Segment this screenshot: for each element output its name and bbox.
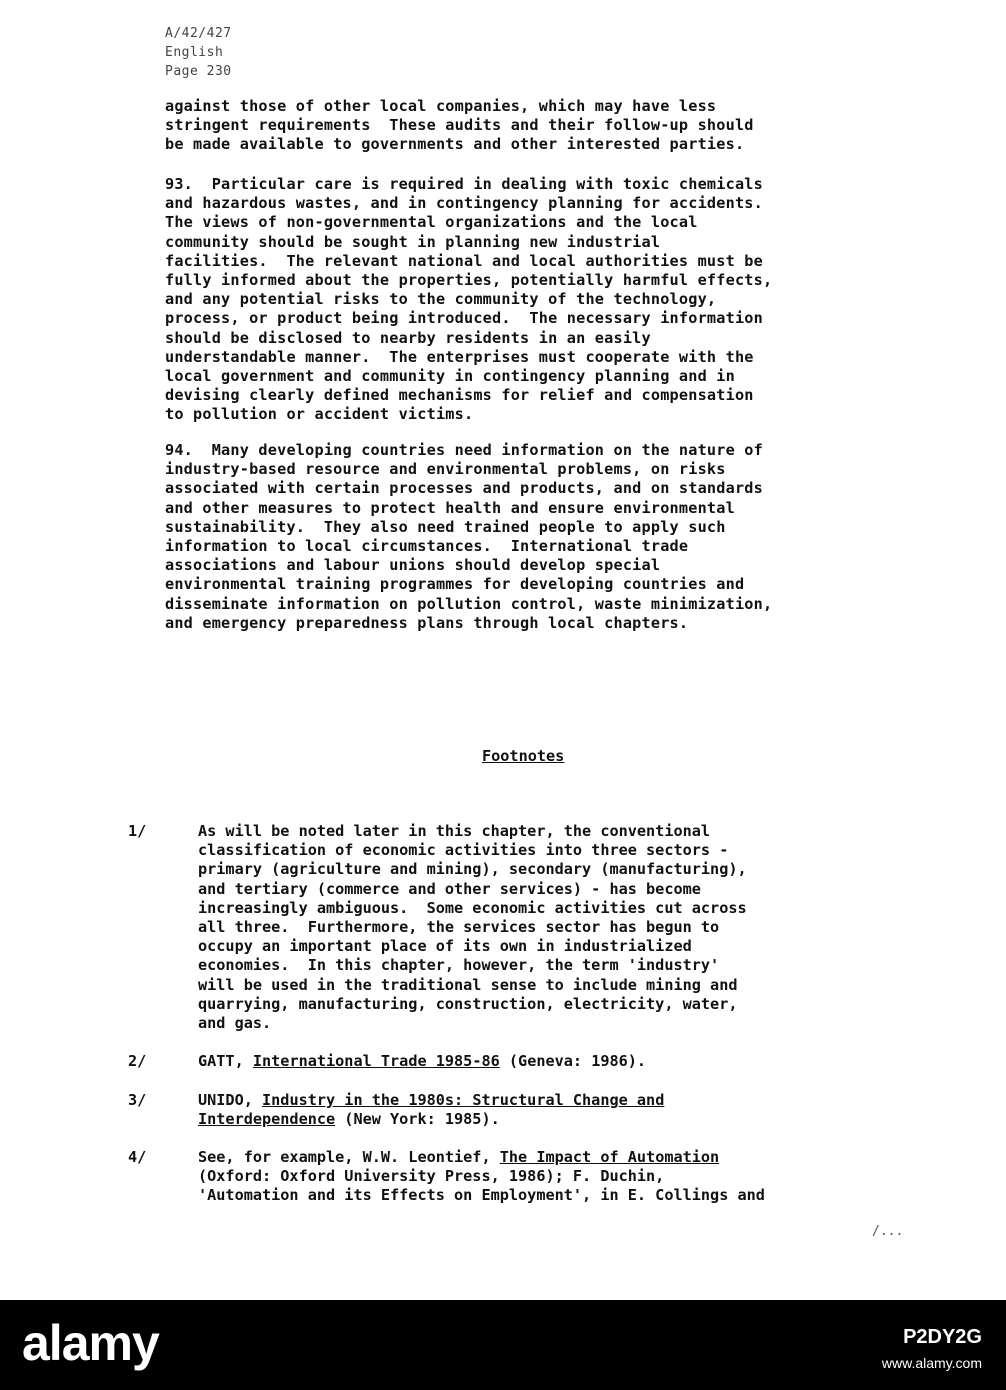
watermark-url: www.alamy.com — [881, 1355, 982, 1371]
image-id: P2DY2G — [903, 1326, 982, 1348]
footnote-prefix: GATT, — [198, 1052, 253, 1070]
footnote-text — [198, 1148, 765, 1206]
footnote-number: 3/ — [128, 1091, 147, 1109]
paragraph-94: 94. Many developing countries need information on the nature of industry-based resource and environmental problems, on risks associated with certain processes and products, and on standards and other measures to protect health and ensure environmental sustainability. They also need trained people to apply such information to local circumstances. International trade associations and labour unions should develop special environmental training programmes for developing countries and disseminate information on pollution control, waste minimization, and emergency preparedness plans through local chapters. — [165, 441, 773, 632]
footnote-cited-title-cont: Interdependence — [198, 1110, 336, 1129]
footnote-text — [198, 1052, 646, 1071]
paragraph-continued: against those of other local companies, which may have less stringent requirements These audits and their follow-up should be made available to governments and other interested parties. — [165, 97, 754, 154]
doc-symbol: A/42/427 — [165, 26, 232, 41]
footnote-suffix: (Oxford: Oxford University Press, 1986); F. Duchin, 'Automation and its Effects on Employment', in E. Collings and — [198, 1167, 765, 1205]
footnote-number: 1/ — [128, 822, 147, 840]
footnote-suffix: (Geneva: 1986). — [499, 1052, 647, 1070]
footnote-text: As will be noted later in this chapter, the conventional classification of economic activities into three sectors - primary (agriculture and mining), secondary (manufacturing), and tertiary (commerce and other services) - has become increasingly ambiguous. Some economic activities cut across all three. Furthermore, the services sector has begun to occupy an important place of its own in industrialized economies. In this chapter, however, the term 'industry' will be used in the traditional sense to include mining and quarrying, manufacturing, construction, electricity, water, and gas. — [198, 822, 747, 1033]
continuation-marker: /... — [872, 1224, 904, 1239]
footnote-cited-title: Industry in the 1980s: Structural Change and — [262, 1091, 665, 1109]
footnote-prefix: See, for example, W.W. Leontief, — [198, 1148, 500, 1166]
footnote-number: 2/ — [128, 1052, 147, 1070]
doc-language: English — [165, 45, 224, 60]
footnote-cited-title: International Trade 1985-86 — [252, 1052, 500, 1070]
footnote-cited-title: The Impact of Automation — [499, 1148, 720, 1166]
footnote-suffix: (New York: 1985). — [335, 1110, 500, 1129]
doc-page-number: Page 230 — [165, 64, 232, 79]
footnote-prefix: UNIDO, — [198, 1091, 263, 1109]
alamy-logo: alamy — [22, 1315, 159, 1371]
document-header — [165, 24, 232, 81]
footnotes-heading: Footnotes — [482, 747, 565, 765]
stock-watermark-banner — [0, 1300, 1006, 1390]
paragraph-93: 93. Particular care is required in dealing with toxic chemicals and hazardous wastes, and in contingency planning for accidents. The views of non-governmental organizations and the local community should be sought in planning new industrial facilities. The relevant national and local authorities must be fully informed about the properties, potentially harmful effects, and any potential risks to the community of the technology, process, or product being introduced. The necessary information should be disclosed to nearby residents in an easily understandable manner. The enterprises must cooperate with the local government and community in contingency planning and in devising clearly defined mechanisms for relief and compensation to pollution or accident victims. — [165, 175, 773, 424]
footnote-text — [198, 1091, 664, 1129]
footnote-number: 4/ — [128, 1148, 147, 1166]
